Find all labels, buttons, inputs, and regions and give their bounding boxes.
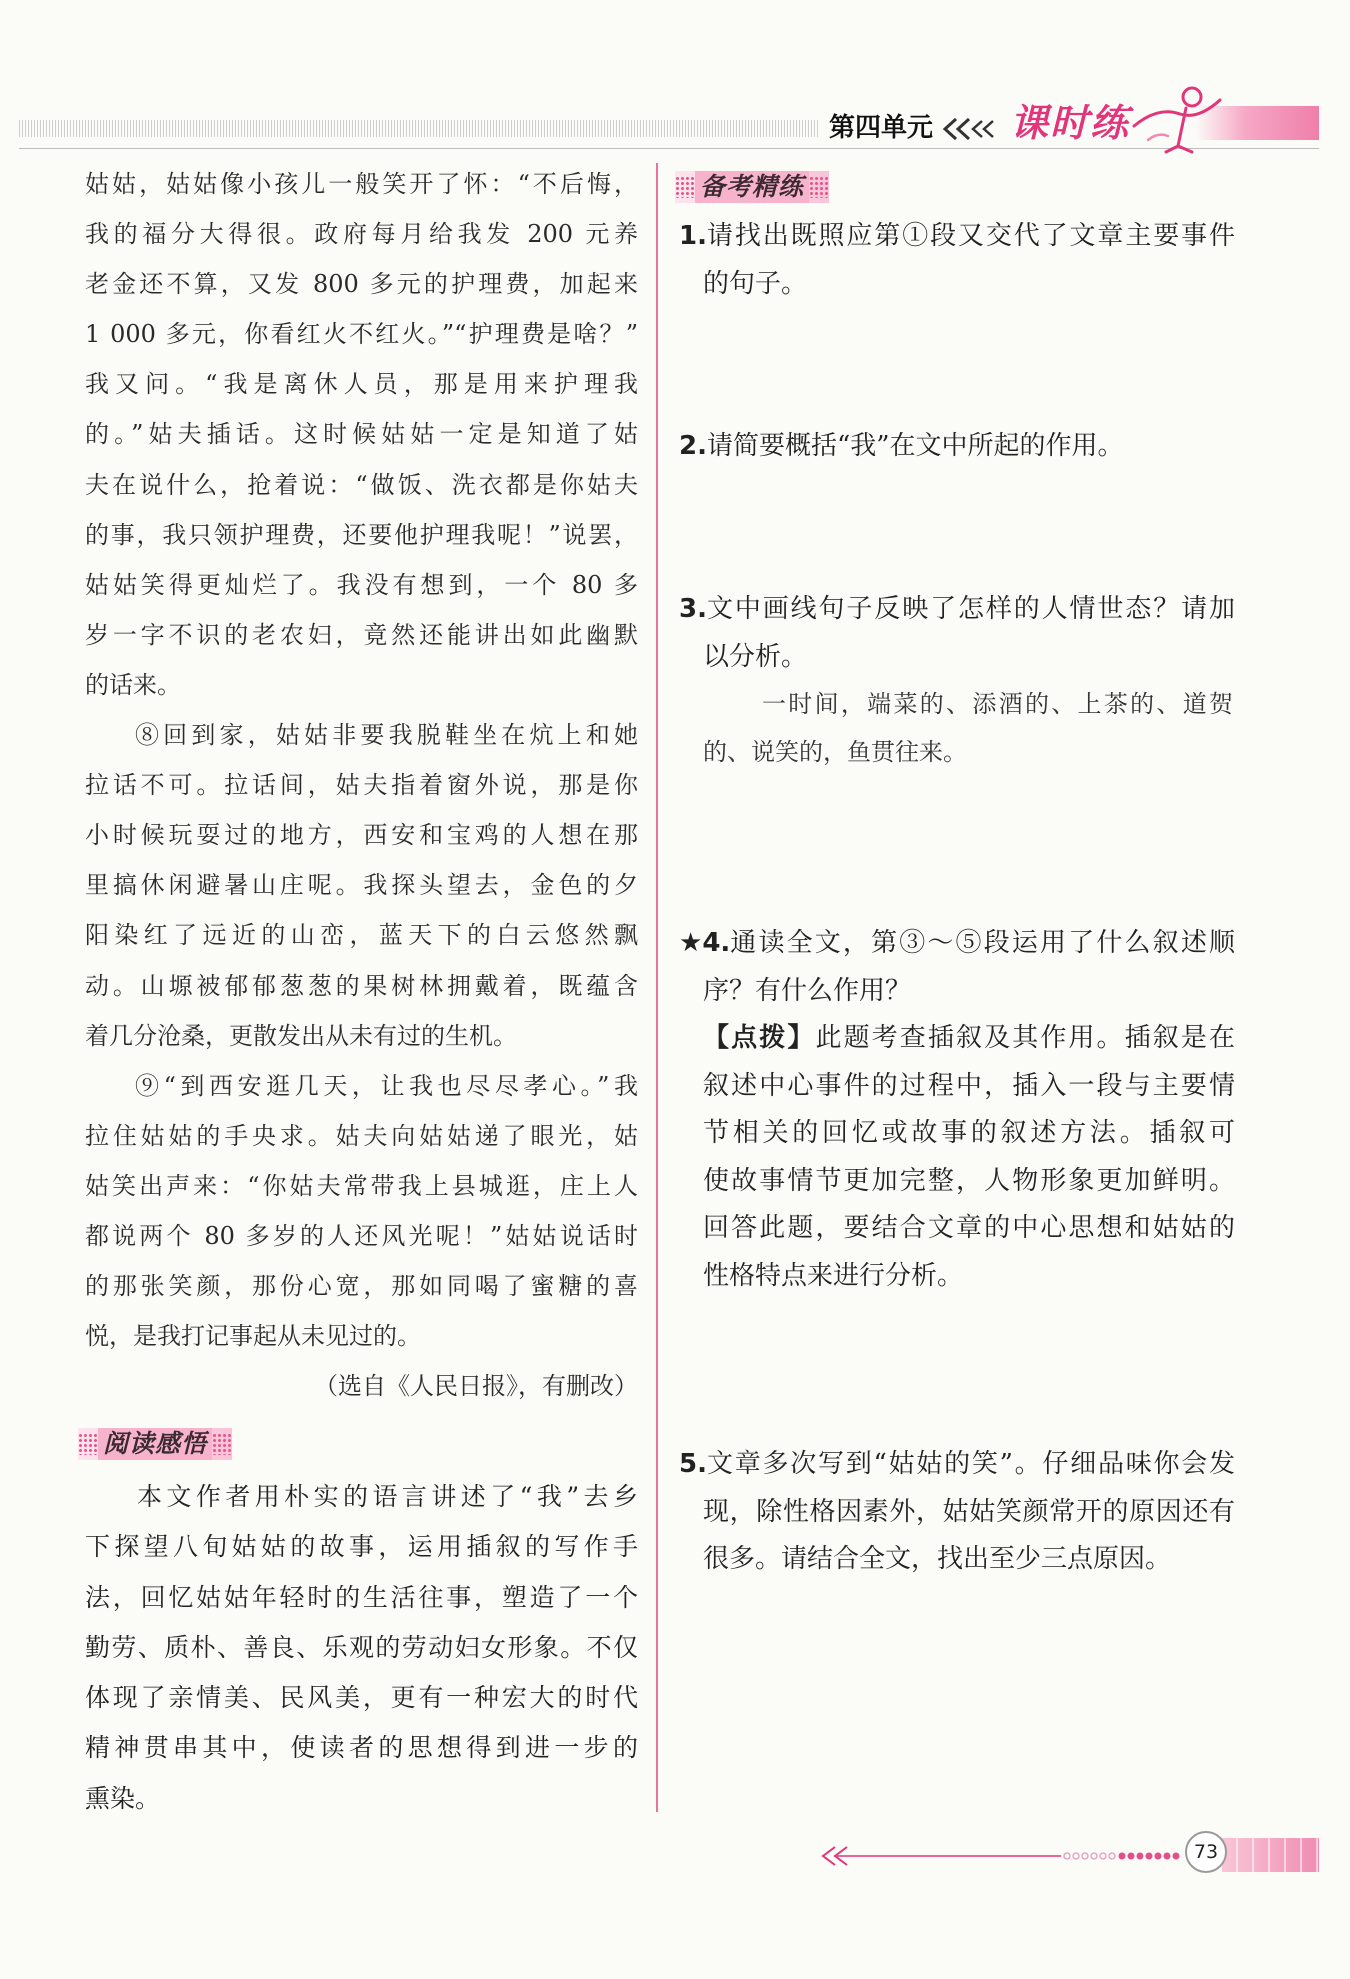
text-line: 的那张笑颜，那份心宽，那如同喝了蜜糖的喜: [85, 1272, 638, 1301]
footer-arrow-icon: [815, 1838, 1185, 1874]
text-line: 我又问。“我是离休人员，那是用来护理我: [85, 370, 638, 399]
question-text: 的句子。: [703, 268, 808, 299]
question-line: [679, 1441, 1235, 1489]
question-5: [679, 1441, 1235, 1584]
hint-text: 叙述中心事件的过程中，插入一段与主要情: [703, 1070, 1235, 1101]
question-text: 请找出既照应第①段又交代了文章主要事件: [706, 221, 1235, 251]
question-4: [679, 920, 1235, 1300]
text-line: ⑧回到家，姑姑非要我脱鞋坐在炕上和她: [135, 721, 638, 750]
question-text: 请简要概括“我”在文中所起的作用。: [706, 431, 1124, 461]
question-text: 通读全文，第③～⑤段运用了什么叙述顺: [730, 928, 1235, 958]
text-line: 里搞休闲避暑山庄呢。我探头望去，金色的夕: [85, 871, 638, 900]
dot-decoration: [212, 1433, 232, 1455]
question-line: [679, 423, 1235, 471]
passage-text: [85, 159, 638, 1411]
question-text: 很多。请结合全文，找出至少三点原因。: [703, 1544, 1172, 1574]
quoted-sentence: 一时间，端菜的、添酒的、上茶的、道贺: [762, 690, 1233, 718]
text-line: ⑨“到西安逛几天，让我也尽尽孝心。”我: [135, 1071, 638, 1100]
question-text: 序？有什么作用？: [703, 975, 912, 1006]
header-hatch-strip: [19, 120, 819, 137]
text-line: 的。”姑夫插话。这时候姑姑一定是知道了姑: [85, 420, 638, 449]
text-line: 本文作者用朴实的语言讲述了“我”去乡: [137, 1482, 638, 1511]
dot-decoration: [675, 176, 695, 198]
text-line: 的事，我只领护理费，还要他护理我呢！”说罢，: [85, 520, 638, 549]
hint-text: 回答此题，要结合文章的中心思想和姑姑的: [703, 1213, 1235, 1243]
text-line: 姑姑笑得更灿烂了。我没有想到，一个 80 多: [85, 570, 638, 599]
text-line: 姑姑，姑姑像小孩儿一般笑开了怀：“不后悔，: [85, 170, 638, 198]
paragraph-8: [85, 710, 638, 1061]
dot-decoration: [78, 1433, 98, 1455]
question-1: [679, 213, 1235, 308]
text-line: 拉住姑姑的手央求。姑夫向姑姑递了眼光，姑: [85, 1121, 638, 1150]
page-number: 73: [1185, 1831, 1227, 1873]
star-marker: ★: [679, 928, 703, 958]
paragraph: [85, 159, 638, 710]
text-line: 下探望八旬姑姑的故事，运用插叙的写作手: [85, 1532, 638, 1562]
text-line: 阳染红了远近的山峦，蓝天下的白云悠然飘: [85, 921, 638, 950]
hint-text: 性格特点来进行分析。: [703, 1260, 964, 1291]
question-line: [679, 920, 1235, 968]
hint-line: [679, 1015, 1235, 1063]
text-line: 姑笑出声来：“你姑夫常带我上县城逛，庄上人: [85, 1171, 638, 1200]
text-line: 我的福分大得很。政府每月给我发 200 元养: [85, 220, 638, 249]
reading-insight-text: [85, 1472, 638, 1824]
unit-title: 第四单元: [829, 113, 934, 143]
question-3: [679, 586, 1235, 776]
text-line: 熏染。: [85, 1783, 161, 1813]
question-line: [679, 213, 1235, 261]
text-line: 夫在说什么，抢着说：“做饭、洗衣都是你姑夫: [85, 470, 638, 499]
text-line: 法，回忆姑姑年轻时的生活往事，塑造了一个: [85, 1582, 638, 1612]
text-line: 小时候玩耍过的地方，西安和宝鸡的人想在那: [85, 821, 638, 850]
question-number: 4.: [702, 928, 731, 958]
paragraph-9: [85, 1061, 638, 1362]
chevrons-left-icon: [940, 116, 1004, 142]
text-line: 着几分沧桑，更散发出从未有过的生机。: [85, 1021, 517, 1050]
hint-text: 节相关的回忆或故事的叙述方法。插叙可: [703, 1118, 1235, 1148]
text-line: 精神贯串其中，使读者的思想得到进一步的: [85, 1733, 638, 1763]
text-line: 动。山塬被郁郁葱葱的果树林拥戴着，既蕴含: [85, 971, 638, 1000]
question-number: 3.: [679, 594, 707, 624]
text-line: 悦，是我打记事起从未见过的。: [85, 1322, 421, 1351]
text-line: 都说两个 80 多岁的人还风光呢！”姑姑说话时: [85, 1221, 638, 1250]
practice-label: [675, 171, 829, 203]
text-line: 的话来。: [85, 670, 181, 699]
hint-text: 使故事情节更加完整，人物形象更加鲜明。: [703, 1165, 1235, 1196]
question-line: [679, 586, 1235, 634]
header-rule: [19, 148, 1319, 149]
question-2: [679, 423, 1235, 471]
text-line: 勤劳、质朴、善良、乐观的劳动妇女形象。不仅: [85, 1632, 638, 1662]
text-line: 体现了亲情美、民风美，更有一种宏大的时代: [85, 1683, 638, 1712]
dot-decoration: [809, 176, 829, 198]
question-number: 2.: [679, 431, 707, 461]
reading-insight-label-text: 阅读感悟: [98, 1428, 212, 1460]
question-text: 文中画线句子反映了怎样的人情世态？请加: [706, 594, 1235, 624]
question-text: 文章多次写到“姑姑的笑”。仔细品味你会发: [706, 1449, 1235, 1479]
source-citation: （选自《人民日报》，有删改）: [314, 1372, 638, 1401]
question-number: 1.: [679, 221, 707, 251]
text-line: 拉话不可。拉话间，姑夫指着窗外说，那是你: [85, 771, 638, 800]
hint-label: 【点拨】: [703, 1023, 816, 1053]
practice-label-text: 备考精练: [695, 171, 809, 203]
column-divider: [656, 163, 658, 1812]
question-number: 5.: [679, 1449, 707, 1479]
mascot-icon: [1128, 82, 1224, 154]
series-title: 课时练: [1010, 100, 1131, 145]
text-line: 1 000 多元，你看红火不红火。”“护理费是啥？”: [85, 320, 638, 349]
text-line: 老金还不算，又发 800 多元的护理费，加起来: [85, 270, 638, 299]
footer-pink-band: [1222, 1838, 1319, 1872]
hint-text: 此题考查插叙及其作用。插叙是在: [815, 1023, 1235, 1053]
question-text: 现，除性格因素外，姑姑笑颜常开的原因还有: [703, 1496, 1235, 1527]
question-text: 以分析。: [703, 641, 808, 672]
reading-insight-label: [78, 1428, 232, 1460]
text-line: 岁一字不识的老农妇，竟然还能讲出如此幽默: [85, 620, 638, 649]
quoted-sentence: 的、说笑的，鱼贯往来。: [703, 737, 967, 766]
